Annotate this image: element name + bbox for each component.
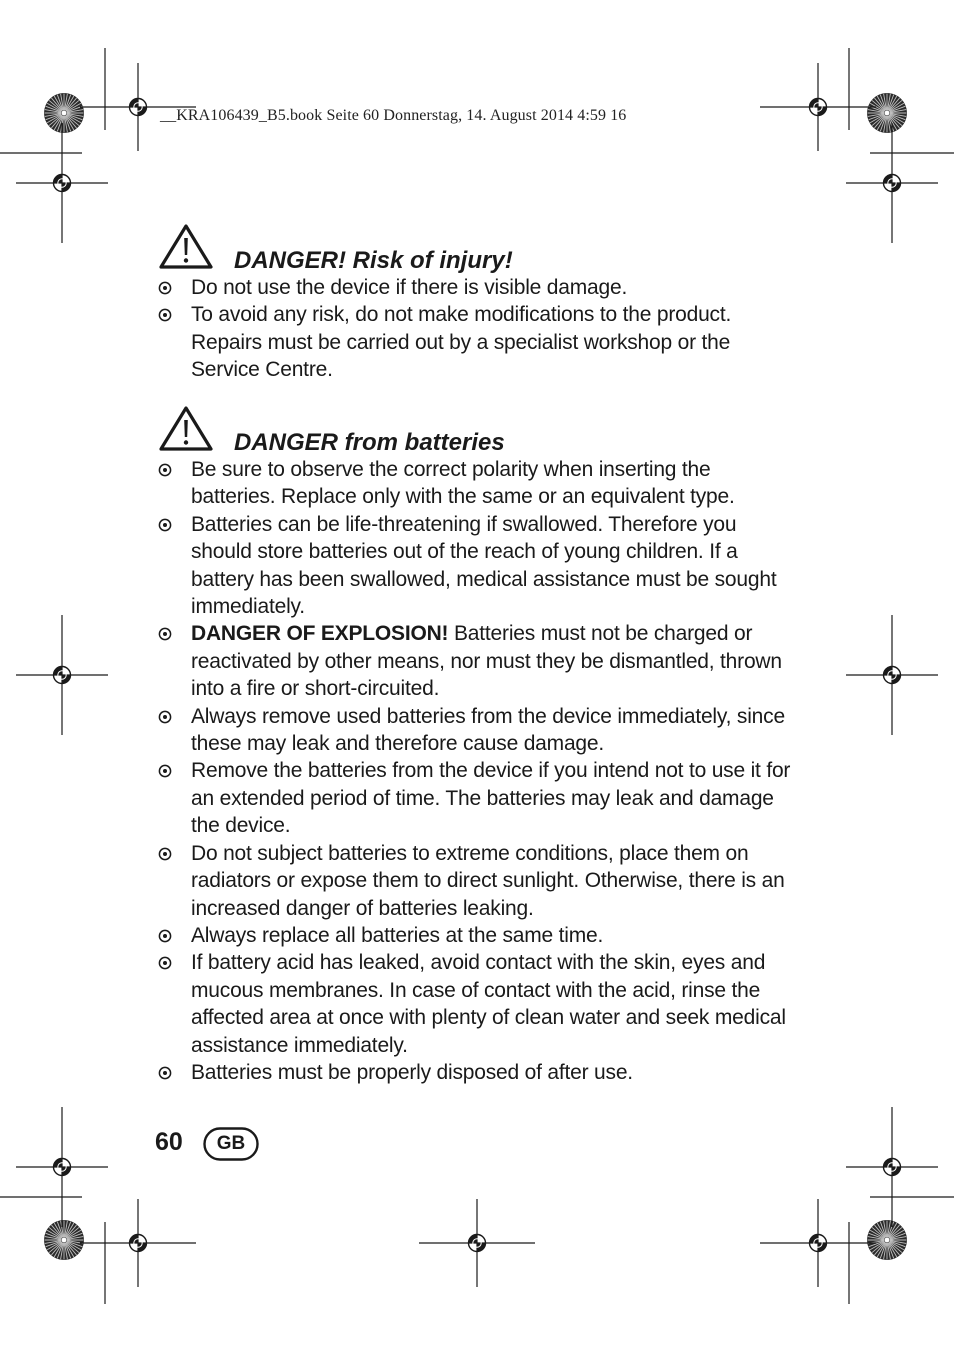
list-item [157,922,797,949]
circled-dot-bullet-icon [158,518,172,532]
registration-mark-icon [16,615,108,735]
circled-dot-bullet-icon [158,281,172,295]
page-number: 60 [155,1128,183,1156]
circled-dot-bullet-icon [158,929,172,943]
list-item [157,511,797,621]
registration-mark-icon [760,63,876,151]
circled-dot-bullet-icon [158,710,172,724]
registration-mark-icon [16,1107,108,1227]
color-target-icon [867,1220,907,1260]
list-item [157,301,797,383]
section-heading [157,404,797,456]
list-item [157,840,797,922]
circled-dot-bullet-icon [158,1066,172,1080]
registration-mark-icon [80,1199,196,1287]
registration-mark-icon [846,1107,938,1227]
list-item [157,274,797,301]
registration-mark-icon [419,1199,535,1287]
color-target-icon [867,93,907,133]
item-text: Be sure to observe the correct polarity when inserting the batteries. Replace only with the same or an equivalent type. [191,458,735,509]
language-badge [203,1127,259,1161]
registration-mark-icon [760,1199,876,1287]
item-text: Always replace all batteries at the same time. [191,923,604,947]
item-text: Batteries can be life-threatening if swallowed. Therefore you should store batteries out of the reach of young children. If a battery has been swallowed, medical assistance must be sought immediately. [191,512,777,619]
list-item [157,703,797,758]
language-code: GB [216,1133,246,1154]
item-list [157,456,797,1086]
item-text: If battery acid has leaked, avoid contact with the skin, eyes and mucous membranes. In case of contact with the acid, rinse the affected area at once with plenty of clean water and seek medical assistance immediately. [191,951,786,1057]
item-text: Always remove used batteries from the device immediately, since these may leak and therefore cause damage. [191,704,785,756]
item-text: Batteries must not be charged or reactivated by other means, nor must they be dismantled, thrown into a fire or short-circuited. [191,622,782,701]
item-text: Do not use the device if there is visible damage. [191,276,628,299]
circled-dot-bullet-icon [158,847,172,861]
item-lead: DANGER OF EXPLOSION! [191,622,449,646]
print-header-line: __KRA106439_B5.book Seite 60 Donnerstag, 14. August 2014 4:59 16 [160,107,627,124]
circled-dot-bullet-icon [158,627,172,641]
warning-triangle-icon [157,404,215,454]
list-item [157,620,797,702]
color-target-icon [44,1220,84,1260]
circled-dot-bullet-icon [158,956,172,970]
section-danger-batteries [157,404,797,1086]
item-text: Do not subject batteries to extreme conditions, place them on radiators or expose them to direct sunlight. Otherwise, there is an increased danger of batteries leaking. [191,841,785,920]
section-heading [157,222,797,274]
item-text: Remove the batteries from the device if you intend not to use it for an extended period of time. The batteries may leak and damage the device. [191,759,791,838]
section-danger-injury [157,222,797,384]
section-title: DANGER! Risk of injury! [234,247,513,274]
item-text: To avoid any risk, do not make modifications to the product. Repairs must be carried out by a specialist workshop or the Service Centre. [191,303,732,382]
warning-triangle-icon [157,222,215,272]
item-text: Batteries must be properly disposed of after use. [191,1060,633,1084]
color-target-icon [44,93,84,133]
registration-mark-icon [16,123,108,243]
list-item [157,949,797,1059]
registration-mark-icon [846,123,938,243]
section-title: DANGER from batteries [234,429,505,456]
list-item [157,757,797,839]
circled-dot-bullet-icon [158,308,172,322]
list-item [157,456,797,511]
registration-mark-icon [846,615,938,735]
circled-dot-bullet-icon [158,463,172,477]
item-list [157,274,797,384]
list-item [157,1059,797,1086]
circled-dot-bullet-icon [158,764,172,778]
